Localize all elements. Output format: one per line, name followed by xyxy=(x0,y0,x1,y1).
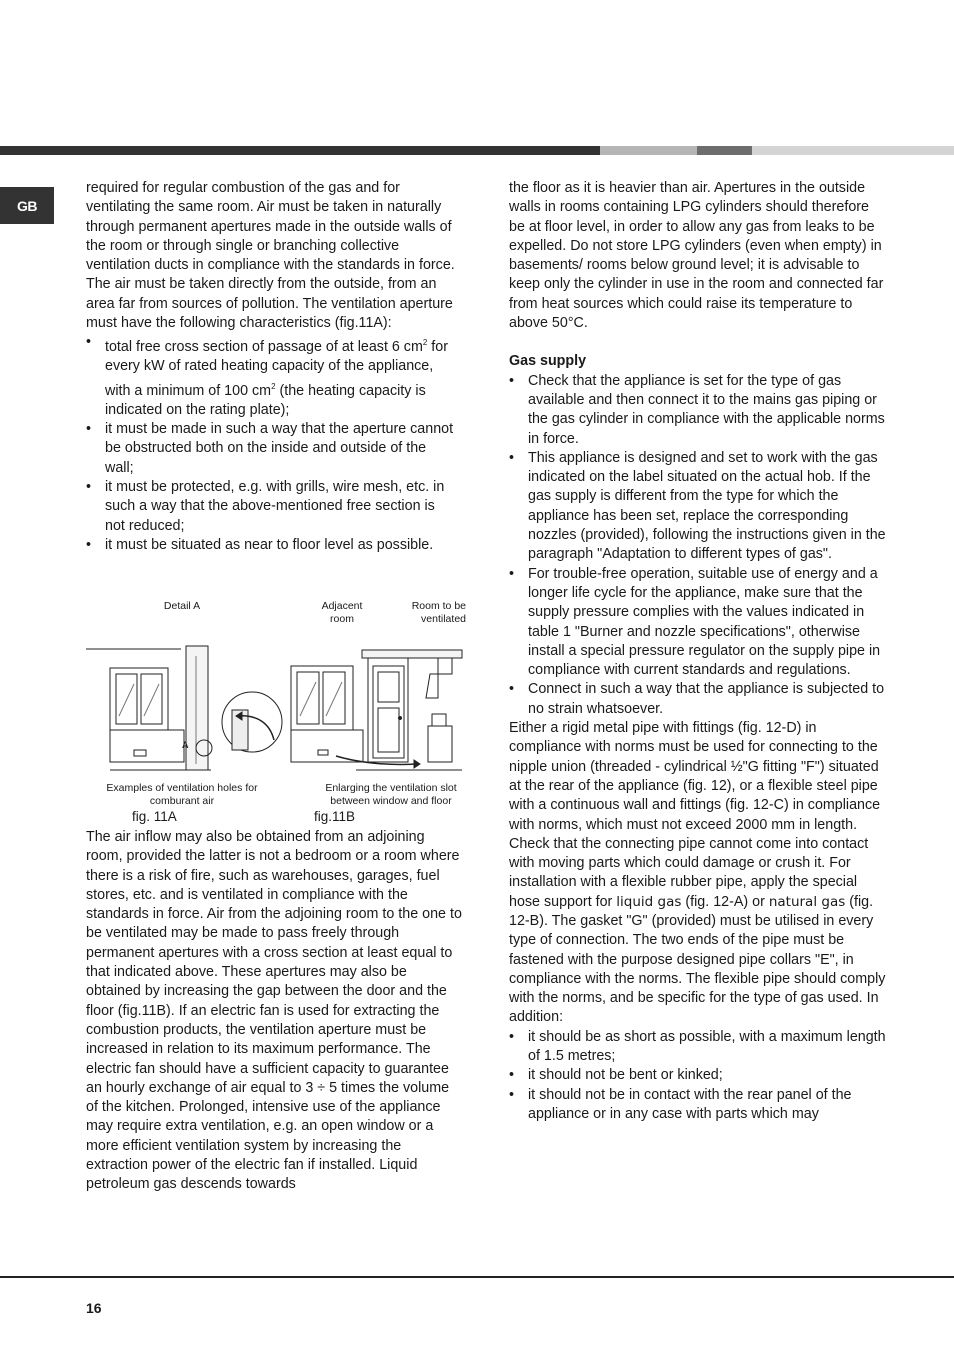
wall-below-window-b xyxy=(291,730,363,762)
extractor-hood xyxy=(438,658,452,674)
left-intro-paragraph: required for regular combustion of the gas and for ventilating the same room. Air must be taken in naturally through permanent apertures made in the outside walls of the room or through single or branching collective ventilation ducts in compliance with the standards in force. The air must be taken directly from the outside, from an area far from sources of pollution. The ventilation aperture must have the following characteristics (fig.11A): xyxy=(86,180,455,332)
list-item: • it should not be bent or kinked; xyxy=(509,1066,886,1085)
cooker xyxy=(428,726,452,762)
gas-supply-heading: Gas supply xyxy=(509,353,587,370)
list-item: • it should be as short as possible, with a maximum length of 1.5 metres; xyxy=(509,1028,886,1067)
partition-wall xyxy=(362,650,462,658)
footer-rule xyxy=(0,1276,954,1278)
language-tab xyxy=(0,187,54,224)
liquid-gas-term: liquid gas xyxy=(616,893,682,910)
bar-segment-mid xyxy=(697,146,752,155)
list-item: • it should not be in contact with the rear panel of the appliance or in any case with parts which may xyxy=(509,1086,886,1125)
list-item: • For trouble-free operation, suitable use of energy and a longer life cycle for the appliance, make sure that the supply pressure complies with the values indicated in table 1 "Burner and nozzle specifications", otherwise install a special pressure regulator on the supply pipe in compliance with current standards and regulations. xyxy=(509,565,886,681)
fig-11a-label: fig. 11A xyxy=(132,809,177,824)
door-frame xyxy=(368,658,408,762)
caption-11a: Examples of ventilation holes for comburant air xyxy=(106,782,258,807)
lpg-paragraph: the floor as it is heavier than air. Apertures in the outside walls in rooms containing LPG cylinders should therefore be at floor level, in order to allow any gas from leaks to be expelled. Do not store LPG cylinders (even when empty) in basements/ rooms below ground level; it is advisable to keep only the cylinder in use in the room and connected far from heat sources which could raise its temperature to above 50°C. xyxy=(509,180,884,332)
list-item: • it must be protected, e.g. with grills, wire mesh, etc. in such a way that the above-mentioned free section is not reduced; xyxy=(86,478,458,536)
ventilation-figure xyxy=(86,596,466,826)
flexible-pipe-list xyxy=(509,1028,886,1124)
bar-segment-dark xyxy=(0,146,600,155)
list-item: • total free cross section of passage of at least 6 $cm^2$ for every kW of rated heating capacity of the appliance, with a minimum of 100 $cm^2$ (the heating capacity is indicated on the rating plate); xyxy=(86,333,458,420)
bar-segment-pale xyxy=(752,146,954,155)
detail-a-label: Detail A xyxy=(163,600,201,612)
adjacent-room-label: Adjacent room xyxy=(321,600,363,625)
list-item: • it must be made in such a way that the aperture cannot be obstructed both on the inside and outside of the wall; xyxy=(86,420,458,478)
wall-below-window xyxy=(110,730,184,762)
left-column-top xyxy=(86,179,458,555)
air-inflow-paragraph: The air inflow may also be obtained from an adjoining room, provided the latter is not a bedroom or a room where there is a risk of fire, such as warehouses, garages, fuel stores, etc. and is ventilated in compliance with the standards in force. Air from the adjoining room to the one to be ventilated may be made to pass freely through permanent apertures with a cross section at least equal to that indicated above. These apertures may also be obtained by increasing the gap between the door and the floor (fig.11B). If an electric fan is used for extracting the combustion products, the ventilation aperture must be increased in relation to its maximum performance. The electric fan should have a sufficient capacity to guarantee an hourly exchange of air equal to 3 ÷ 5 times the volume of the kitchen. Prolonged, intensive use of the appliance may require extra ventilation, e.g. an open window or a more efficient ventilation system by increasing the extraction power of the electric fan if installed. Liquid petroleum gas descends towards xyxy=(86,829,462,1193)
fig-11b-label: fig.11B xyxy=(314,809,356,824)
list-item: • This appliance is designed and set to work with the gas indicated on the label situated on the actual hob. If the gas supply is different from the type for which the appliance has been set, replace the corresponding nozzles (provided), following the instructions given in the paragraph "Adaptation to different types of gas". xyxy=(509,449,886,565)
left-column-bottom xyxy=(86,828,462,1195)
vent-hole xyxy=(134,750,146,756)
header-color-bar xyxy=(0,146,954,155)
bar-segment-light xyxy=(600,146,697,155)
page-number: 16 xyxy=(86,1300,102,1316)
detail-marker-a: A xyxy=(182,740,189,750)
list-item: • Check that the appliance is set for the type of gas available and then connect it to the mains gas piping or the gas cylinder in compliance with the applicable norms in force. xyxy=(509,372,886,449)
aperture-characteristics-list xyxy=(86,333,458,555)
natural-gas-term: natural gas xyxy=(768,893,846,910)
window-frame-b xyxy=(291,666,353,730)
gas-supply-list xyxy=(509,372,886,719)
room-to-be-ventilated-label: Room to be ventilated xyxy=(411,600,466,625)
right-column xyxy=(509,179,886,1124)
window-frame xyxy=(110,668,168,730)
list-item: • Connect in such a way that the appliance is subjected to no strain whatsoever. xyxy=(509,680,886,719)
list-item: • it must be situated as near to floor level as possible. xyxy=(86,536,458,555)
pipe-connection-paragraph: Either a rigid metal pipe with fittings (fig. 12-D) in compliance with norms must be used for connecting to the nipple union (threaded - cylindrical ½"G fitting "F") situated at the rear of the appliance (fig. 12), or a flexible steel pipe with a continuous wall and fittings (fig. 12-C) in compliance with norms, which must not exceed 2000 mm in length. Check that the connecting pipe cannot come into contact with moving parts which could damage or crush it. For installation with a flexible rubber pipe, apply the special hose support for liquid gas (fig. 12-A) or natural gas (fig. 12-B). The gasket "G" (provided) must be utilised in every type of connection. The two ends of the pipe must be fastened with the purpose designed pipe collars "E", in compliance with the norms. The flexible pipe should comply with the norms, and be specific for the type of gas used. In addition: xyxy=(509,720,886,1026)
caption-11b: Enlarging the ventilation slot between window and floor xyxy=(325,782,457,807)
detail-a-zoom xyxy=(222,692,282,752)
language-tab-label: GB xyxy=(17,197,37,214)
